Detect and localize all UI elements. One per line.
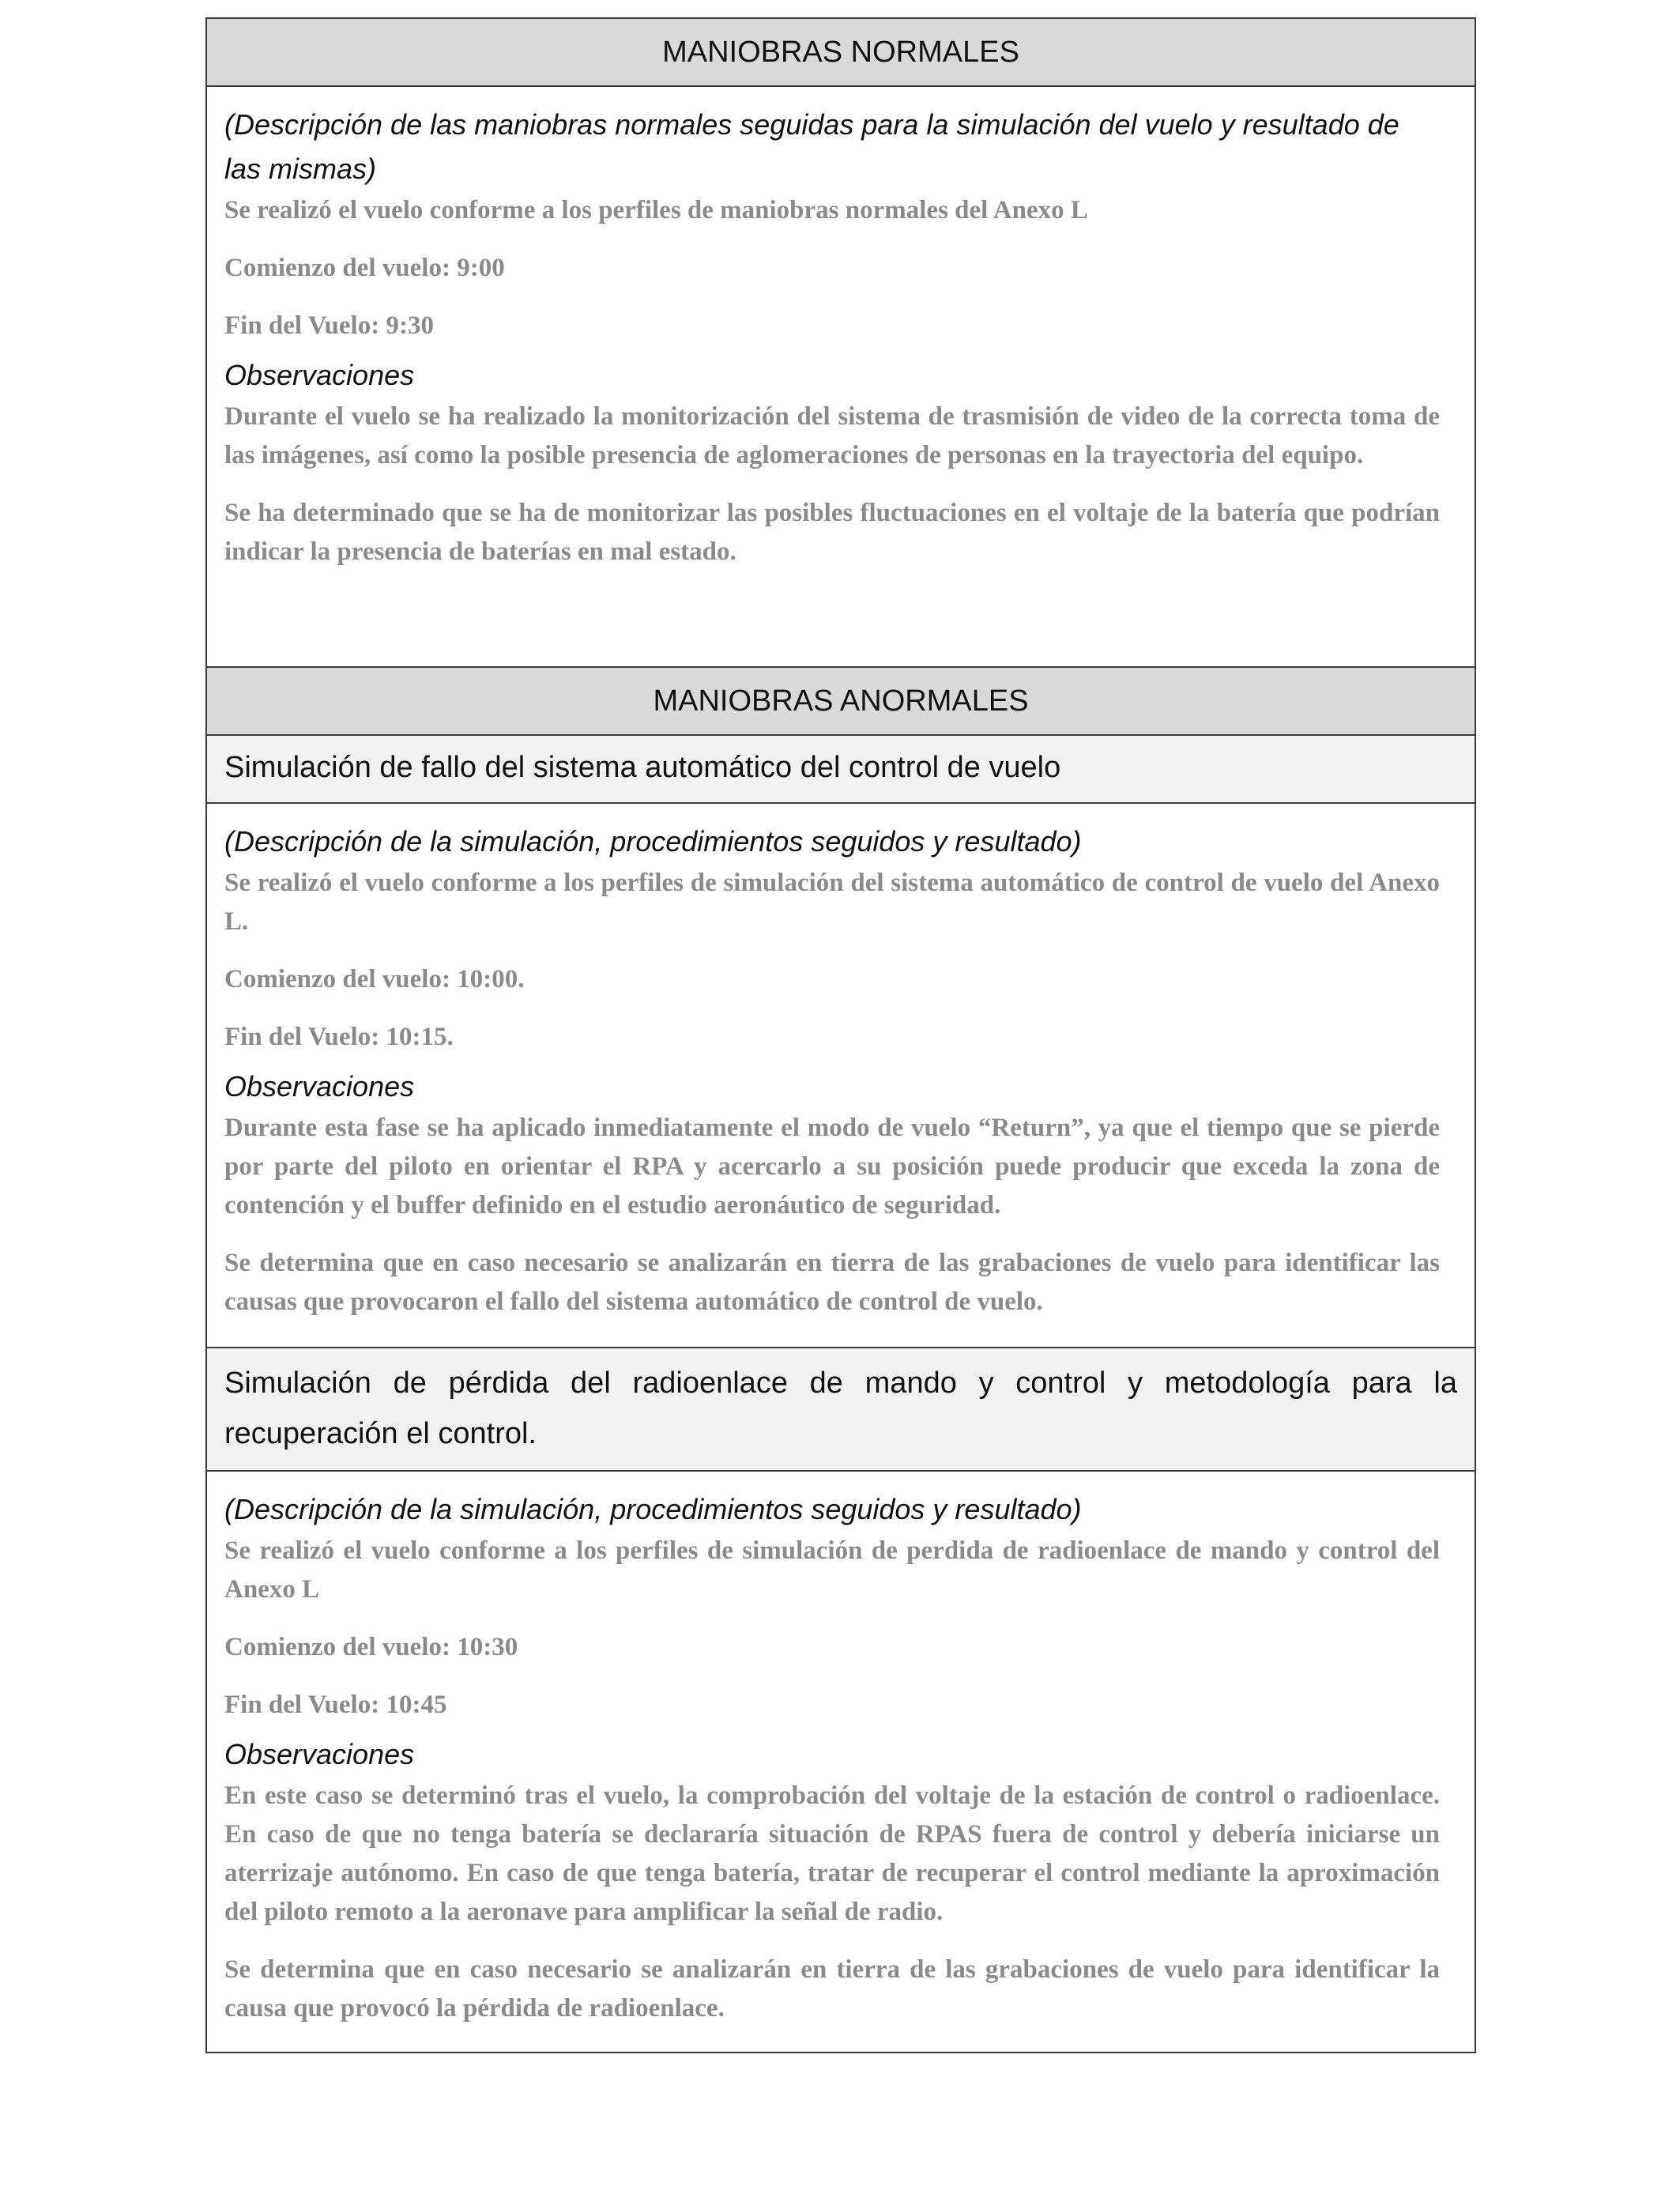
sim2-observation-2: Se determina que en caso necesario se analizarán en tierra de las grabaciones de vuelo para identificar la causa que provocó la pérdida de radioenlace. xyxy=(224,1955,1440,2022)
normal-end-time: Fin del Vuelo: 9:30 xyxy=(224,311,434,340)
normal-observation-2: Se ha determinado que se ha de monitorizar las posibles fluctuaciones en el voltaje de la batería que podrían indicar la presencia de baterías en mal estado. xyxy=(224,499,1440,566)
sim1-observation-1: Durante esta fase se ha aplicado inmediatamente el modo de vuelo “Return”, ya que el tiempo que se pierde por parte del piloto en orientar el RPA y acercarlo a su posición puede producir que exceda la zona de contención y el buffer definido en el estudio aeronáutico de seguridad. xyxy=(224,1114,1440,1220)
sim2-observations-label: Observaciones xyxy=(224,1738,415,1770)
normal-paragraph-1: Se realizó el vuelo conforme a los perfiles de maniobras normales del Anexo L xyxy=(224,196,1088,224)
sim2-observation-1: En este caso se determinó tras el vuelo, la comprobación del voltaje de la estación de control o radioenlace. En caso de que no tenga batería se declararía situación de RPAS fuera de control y debería iniciarse un aterrizaje autónomo. En caso de que tenga batería, tratar de recuperar el control mediante la aproximación del piloto remoto a la aeronave para amplificar la señal de radio. xyxy=(224,1781,1440,1926)
sim1-observation-2: Se determina que en caso necesario se analizarán en tierra de las grabaciones de vuelo para identificar las causas que provocaron el fallo del sistema automático de control de vuelo. xyxy=(224,1249,1440,1316)
sim2-end-time: Fin del Vuelo: 10:45 xyxy=(224,1691,447,1719)
normal-maneuvers-section xyxy=(207,87,1475,666)
sim1-title: Simulación de fallo del sistema automático del control de vuelo xyxy=(207,736,1475,804)
normal-observation-1: Durante el vuelo se ha realizado la monitorización del sistema de trasmisión de video de la correcta toma de las imágenes, así como la posible presencia de aglomeraciones de personas en la trayectoria del equipo. xyxy=(224,402,1440,469)
sim2-title: Simulación de pérdida del radioenlace de mando y control y metodología para la recuperación el control. xyxy=(207,1347,1475,1472)
normal-description: (Descripción de las maniobras normales seguidas para la simulación del vuelo y resultado de las mismas) xyxy=(224,108,1399,185)
sim1-paragraph-1: Se realizó el vuelo conforme a los perfiles de simulación del sistema automático de control de vuelo del Anexo L. xyxy=(224,869,1440,936)
sim1-end-time: Fin del Vuelo: 10:15. xyxy=(224,1023,454,1051)
sim2-section xyxy=(207,1472,1475,2052)
sim2-paragraph-1: Se realizó el vuelo conforme a los perfiles de simulación de perdida de radioenlace de mando y control del Anexo L xyxy=(224,1536,1440,1604)
normal-start-time: Comienzo del vuelo: 9:00 xyxy=(224,254,505,282)
normal-observations-label: Observaciones xyxy=(224,359,415,391)
normal-maneuvers-header: MANIOBRAS NORMALES xyxy=(207,19,1475,87)
sim1-description: (Descripción de la simulación, procedimientos seguidos y resultado) xyxy=(224,825,1082,858)
sim2-start-time: Comienzo del vuelo: 10:30 xyxy=(224,1633,518,1661)
sim1-section xyxy=(207,804,1475,1347)
maneuvers-table xyxy=(205,17,1476,2053)
abnormal-maneuvers-header: MANIOBRAS ANORMALES xyxy=(207,666,1475,736)
sim1-start-time: Comienzo del vuelo: 10:00. xyxy=(224,965,525,993)
sim2-description: (Descripción de la simulación, procedimientos seguidos y resultado) xyxy=(224,1493,1082,1525)
sim1-observations-label: Observaciones xyxy=(224,1070,415,1103)
